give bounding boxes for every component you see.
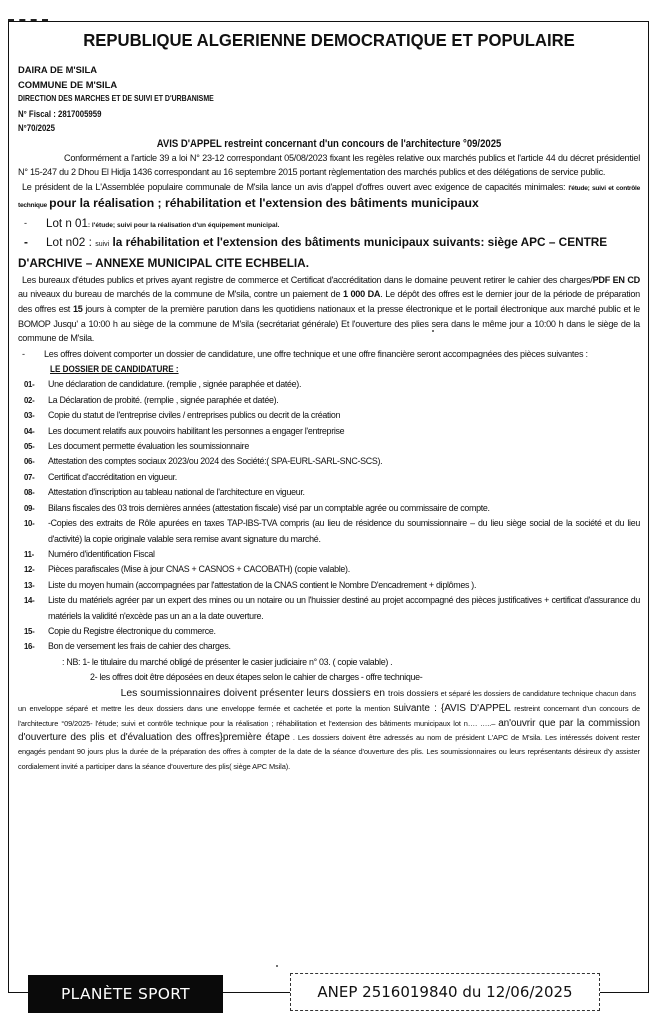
dossier-item bbox=[18, 439, 640, 454]
dossier-item-text: Une déclaration de candidature. (remplie , signée paraphée et datée). bbox=[48, 379, 302, 390]
offres-note bbox=[18, 347, 640, 362]
dossier-item bbox=[18, 454, 640, 469]
dossier-item-text: Attestation d'inscription au tableau national de l'architecture en vigueur. bbox=[48, 487, 305, 498]
dossier-item-text: Les document permette évaluation les soumissionnaire bbox=[48, 441, 249, 452]
bottom-rule-middle bbox=[222, 992, 292, 993]
dossier-item-number: 10- bbox=[24, 519, 35, 529]
dossier-item-text: Copie du statut de l'entreprise civiles / entreprises publics ou decrit de la création bbox=[48, 410, 341, 421]
lot-2-desc: la réhabilitation et l'extension des bâtiments municipaux suivants: siège APC – CENTRE D'ARCHIVE – ANNEXE MUNICIPAL CITE ECHBELIA. bbox=[18, 234, 608, 270]
dossier-heading: LE DOSSIER DE CANDIDATURE : bbox=[50, 364, 179, 375]
bottom-rule-left bbox=[8, 992, 30, 993]
scan-speck bbox=[432, 330, 434, 332]
anep-reference: ANEP 2516019840 du 12/06/2025 bbox=[290, 973, 600, 1011]
final-text-2: restreint concernant d'un concours de l'architecture °09/2025- l'étude; suivi et contrôle technique pour la réalisation ; réhabilitation et l'extension des bâtiments municipaux lot n…. …..– bbox=[18, 704, 641, 728]
dossier-item-text: Bon de versement les frais de cahier des charges. bbox=[48, 641, 231, 652]
dossier-item-text: Bilans fiscales des 03 trois dernières années (attestation fiscale) visé par un comptable agrée ou commissaire de compte. bbox=[48, 502, 490, 513]
dossier-item-text: Liste du matériels agréer par un expert des mines ou un notaire ou un l'huissier destiné au projet accompagné des pièces justificatives + certificat d'assurance du matériels la validité n'excède pas un an a la date ouverture. bbox=[48, 595, 640, 621]
final-mid: an'ouvrir que par la commission d'ouverture des plis et d'évaluation des offres}première étape bbox=[18, 717, 640, 743]
bureaux-text-4: jours à compter de la première parution dans les quotidiens nationaux et la presse électronique et le portail électronique aux marché public et le BOMOP Jusqu' a 10:00 h au siège de la commune de M'sila (secrétariat générale) Et l'ouverture des plies sera dans le même jour a 10:00 h dans le siège de la commune de M'sila. bbox=[18, 304, 640, 344]
dossier-item-number: 06- bbox=[24, 457, 35, 467]
bullet-dash: - bbox=[24, 234, 28, 249]
dossier-item-text: Certificat d'accréditation en vigueur. bbox=[48, 471, 177, 482]
direction-line: DIRECTION DES MARCHES ET DE SUIVI ET D'URBANISME bbox=[18, 94, 214, 103]
dossier-item-number: 08- bbox=[24, 488, 35, 498]
dossier-item-number: 16- bbox=[24, 642, 35, 652]
final-lead-text: Les soumissionnaires doivent présenter leurs dossiers en bbox=[120, 688, 388, 700]
dossier-item-number: 02- bbox=[24, 395, 35, 405]
president-paragraph bbox=[18, 180, 640, 214]
lot-1 bbox=[18, 216, 640, 233]
final-paragraph bbox=[18, 702, 640, 774]
dossier-item-number: 13- bbox=[24, 580, 35, 590]
dossier-item bbox=[18, 578, 640, 593]
dossier-item-number: 05- bbox=[24, 442, 35, 452]
dossier-item bbox=[18, 593, 640, 624]
dossier-item bbox=[18, 639, 640, 654]
final-text-1: un enveloppe séparé et mettre les deux dossiers dans une enveloppe fermée et cachetée et porte la mention bbox=[18, 704, 394, 714]
dossier-item-text: Les document relatifs aux pouvoirs habilitant les personnes a engager l'entreprise bbox=[48, 425, 345, 436]
dossier-item-text: Numéro d'identification Fiscal bbox=[48, 548, 155, 559]
bureaux-days: 15 bbox=[72, 304, 83, 315]
dossier-item-text: Attestation des comptes sociaux 2023/ou 2024 des Société:( SPA-EURL-SARL-SNC-SCS). bbox=[48, 456, 383, 467]
president-lead: Le président de la L'Assemblée populaire communale de M'sila lance un avis d'appel d'offres ouvert avec exigence de capacités minimales: bbox=[22, 181, 566, 192]
dossier-item-number: 09- bbox=[24, 503, 35, 513]
dossier-item-text: Copie du Registre électronique du commerce. bbox=[48, 625, 216, 636]
dossier-item bbox=[18, 516, 640, 547]
commune-line: COMMUNE DE M'SILA bbox=[18, 78, 118, 90]
offres-note-text: Les offres doivent comporter un dossier de candidature, une offre technique et une offre financière seront accompagnées des pièces suivantes : bbox=[44, 348, 588, 359]
dossier-item bbox=[18, 485, 640, 500]
bureaux-paragraph bbox=[18, 273, 640, 346]
reference-number: N°70/2025 bbox=[18, 123, 56, 133]
bureaux-amount: 1 000 DA bbox=[342, 289, 381, 300]
bureaux-text-2: au niveaux du bureau de marchés de la commune de M'sila, contre un paiement de bbox=[18, 289, 343, 300]
dossier-item bbox=[18, 562, 640, 577]
dossier-item-text: Pièces parafiscales (Mise à jour CNAS + CASNOS + CACOBATH) (copie valable). bbox=[48, 564, 350, 575]
dossier-item-text: -Copies des extraits de Rôle apurées en taxes TAP-IBS-TVA compris (au lieu de résidence du soumissionnaire – du lieu siège social de la société et du lieu d'activité) la copie originale valable sera remise avant signature du marché. bbox=[48, 518, 640, 544]
final-lead bbox=[18, 685, 640, 702]
bureaux-text-1: Les bureaux d'études publics et prives ayant registre de commerce et Certificat d'accréditation dans le domaine peuvent retirer le cahier des charges/ bbox=[22, 274, 593, 285]
dossier-item-text: La Déclaration de probité. (remplie , signée paraphée et datée). bbox=[48, 394, 279, 405]
dossier-item-number: 12- bbox=[24, 565, 35, 575]
bullet-dash: - bbox=[22, 348, 25, 359]
lot-2-small: suivi bbox=[95, 240, 110, 248]
dossier-item-number: 07- bbox=[24, 472, 35, 482]
daira-line: DAIRA DE M'SILA bbox=[18, 64, 97, 75]
lot-1-label: Lot n 01 bbox=[46, 216, 88, 230]
dossier-item bbox=[18, 424, 640, 439]
lot-2 bbox=[18, 233, 640, 273]
avis-title: AVIS D'APPEL restreint concernant d'un concours de l'architecture °09/2025 bbox=[156, 137, 502, 150]
dossier-items-list bbox=[18, 377, 640, 654]
dossier-item-number: 11- bbox=[24, 549, 34, 559]
final-suivante: suivante : {AVIS D'APPEL bbox=[393, 703, 511, 715]
president-scope-small: l'étude; suivi et contrôle technique bbox=[18, 184, 641, 210]
dossier-item-number: 03- bbox=[24, 411, 35, 421]
dossier-item-number: 14- bbox=[24, 596, 35, 606]
dossier-item bbox=[18, 470, 640, 485]
dossier-item-number: 15- bbox=[24, 626, 35, 636]
final-lead-small: et séparé les dossiers de candidature technique chacun dans bbox=[438, 689, 636, 699]
dossier-item-number: 04- bbox=[24, 426, 35, 436]
dossier-item bbox=[18, 377, 640, 392]
nb-line-2: 2- les offres doit être déposées en deux étapes selon le cahier de charges - offre technique- bbox=[90, 671, 423, 682]
dossier-item bbox=[18, 501, 640, 516]
final-lead-mid: trois dossiers bbox=[387, 688, 439, 699]
dossier-item bbox=[18, 393, 640, 408]
intro-paragraph: Conformément a l'article 39 a loi N° 23-12 correspondant 05/08/2023 fixant les regèles relative oux marchés publics et l'article 44 du décret présidentiel N° 15-247 du 2 Dhou El Hidja 1436 correspondant au 16 septembre 2015 portant règlementation des marchés publics et des délégations de service public. bbox=[18, 152, 640, 178]
dossier-item-text: Liste du moyen humain (accompagnées par l'attestation de la CNAS contient le Nombre D'encadrement + diplômes ). bbox=[48, 579, 477, 590]
bureaux-text-3: . Le dépôt des offres est le dernier jour de la période de préparation des offres est bbox=[18, 289, 640, 315]
dossier-item-number: 01- bbox=[24, 380, 35, 390]
fiscal-number: N° Fiscal : 2817005959 bbox=[18, 108, 102, 119]
final-text-3: . Les dossiers doivent être adressés au nom de président L'APC de M'sila. Les intéressés doivent rester engagés pendant 90 jours plus la durée de la préparation des offres à compter de la date de la séance d'ouverture des plis. Les soumissionnaires ou leurs représentants désireux d'y assister cordialement invité a participer dans la séance d'ouverture des plis( siège APC Msila). bbox=[18, 732, 640, 771]
dossier-item bbox=[18, 624, 640, 639]
nb-line-1: : NB: 1- le titulaire du marché obligé de présenter le casier judiciaire n° 03. ( copie valable) . bbox=[62, 656, 393, 667]
president-scope-big: pour la réalisation ; réhabilitation et l'extension des bâtiments municipaux bbox=[49, 196, 479, 211]
lot-1-desc: : l'étude; suivi pour la réalisation d'un équipement municipal. bbox=[87, 221, 280, 229]
bullet-dash: - bbox=[24, 217, 28, 228]
bureaux-pdf: PDF EN CD bbox=[592, 274, 640, 285]
lot-2-label: Lot n02 : bbox=[46, 234, 92, 249]
dossier-item bbox=[18, 547, 640, 562]
notice-body bbox=[18, 30, 640, 774]
republic-title: REPUBLIQUE ALGERIENNE DEMOCRATIQUE ET POPULAIRE bbox=[83, 30, 575, 50]
scan-speck bbox=[276, 965, 278, 967]
bottom-rule-right bbox=[600, 992, 649, 993]
dossier-item bbox=[18, 408, 640, 423]
publication-badge: PLANÈTE SPORT bbox=[28, 975, 223, 1013]
